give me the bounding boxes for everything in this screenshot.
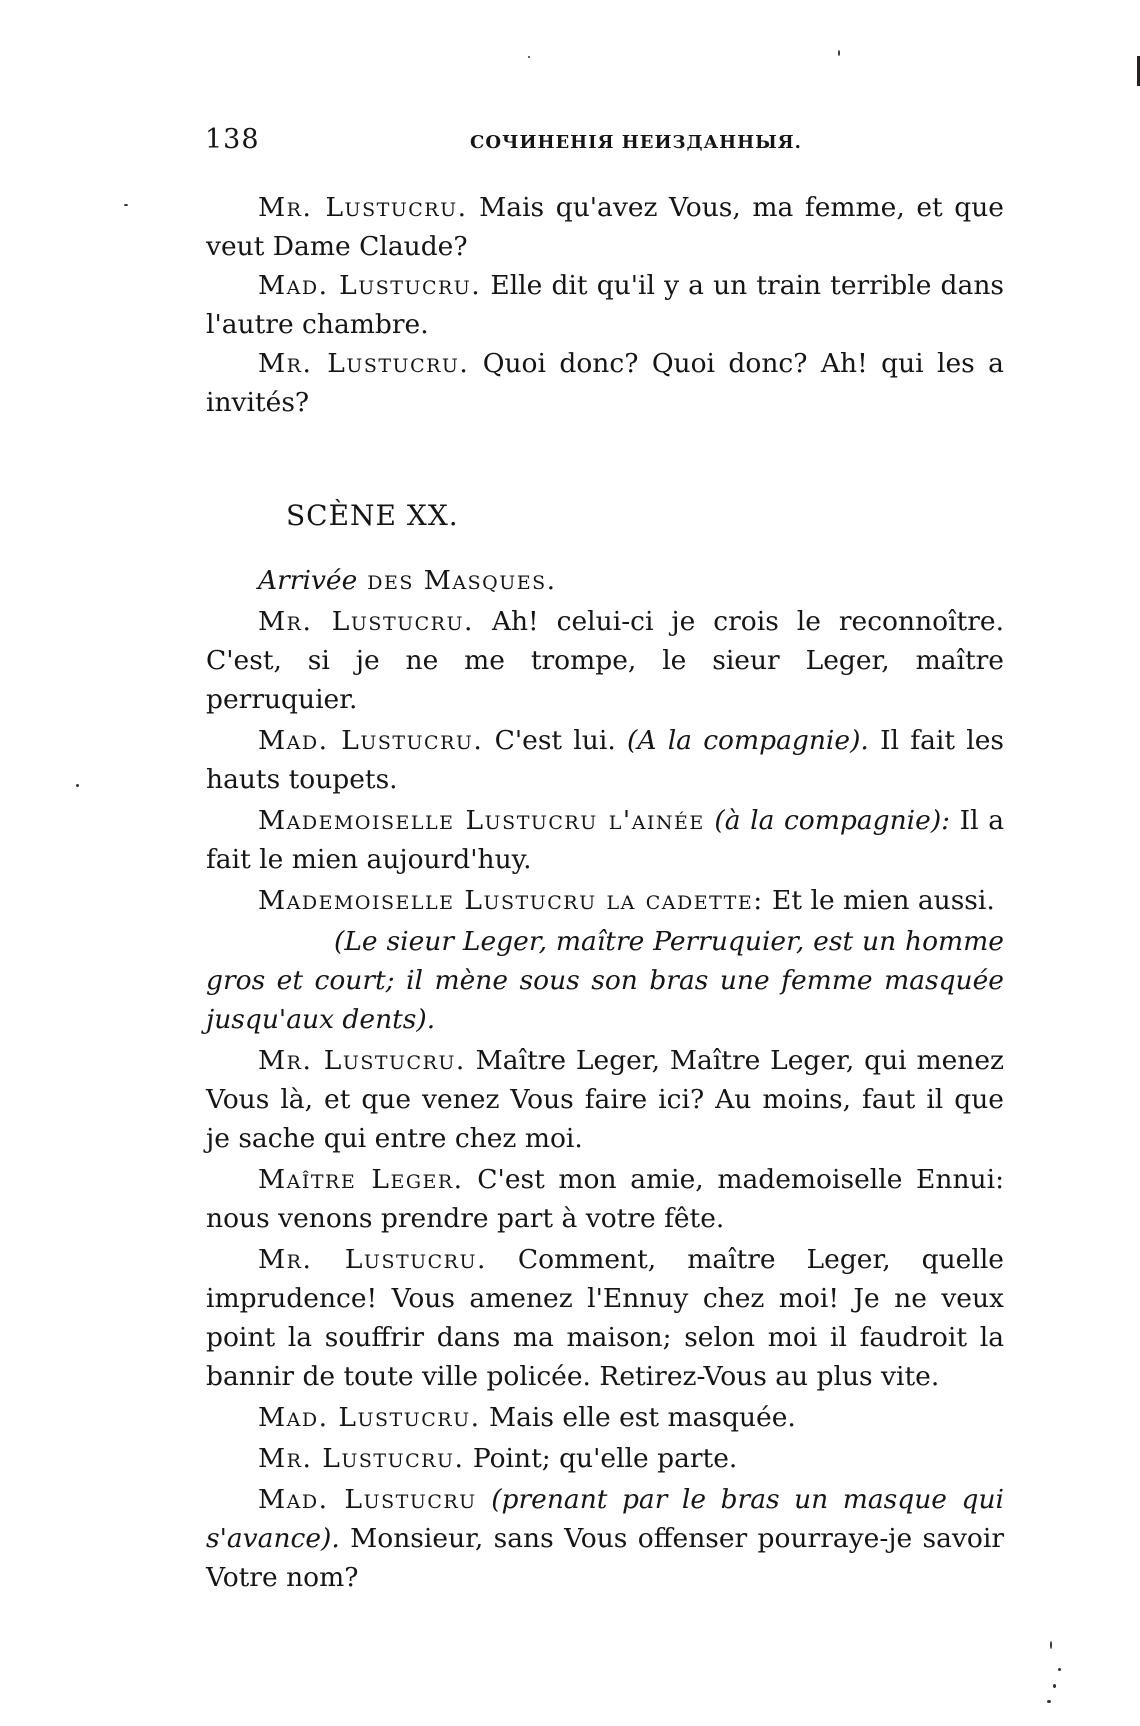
speech-text: Ah! celui-ci je crois le reconnoître. C'est, si je ne me trompe, le sieur Leger, maître perruquier. [206, 606, 1004, 715]
scan-speck [528, 56, 530, 58]
stage-italic: Arrivée [258, 565, 358, 596]
speech [206, 1041, 1004, 1158]
stage-aside: (prenant par le bras un masque qui s'avance). [206, 1484, 1005, 1554]
scan-speck [838, 50, 840, 56]
speech [206, 721, 1004, 799]
running-title: СОЧИНЕНІЯ НЕИЗДАННЫЯ. [470, 132, 802, 153]
speaker-name: Mademoiselle Lustucru la cadette: [258, 885, 764, 916]
speech-text: Il a fait le mien aujourd'huy. [206, 805, 1005, 875]
speaker-name: Mr. Lustucru. [258, 1045, 466, 1076]
page-number: 138 [205, 124, 260, 155]
speech [206, 188, 1004, 266]
speech [206, 266, 1004, 344]
page-body [206, 188, 1004, 1597]
speaker-name: Mr. Lustucru. [258, 348, 470, 379]
speaker-name: Mad. Lustucru [258, 1484, 477, 1515]
speech [206, 602, 1004, 719]
speech-text: Maître Leger, Maître Leger, qui menez Vous là, et que venez Vous faire ici? Au moins, faut il que je sache qui entre chez moi. [206, 1045, 1004, 1154]
speech [206, 344, 1004, 422]
scan-speck [1047, 1700, 1051, 1703]
speech [206, 881, 1004, 920]
speech-text: Mais qu'avez Vous, ma femme, et que veut Dame Claude? [206, 192, 1004, 262]
stage-caps: des Masques. [357, 565, 557, 596]
speaker-name: Mad. Lustucru. [258, 1402, 481, 1433]
speech-text: C'est mon amie, mademoiselle Ennui: nous venons prendre part à votre fête. [206, 1164, 1004, 1234]
speaker-name: Mr. Lustucru. [258, 1443, 465, 1474]
speech [206, 801, 1004, 879]
speech-text: C'est lui. [483, 725, 627, 756]
speech-text: Point; qu'elle parte. [464, 1443, 738, 1474]
stage-direction [206, 561, 1004, 600]
speaker-name: Maître Leger. [258, 1164, 464, 1195]
speech [206, 1160, 1004, 1238]
speaker-name: Mad. Lustucru. [258, 270, 482, 301]
scene-title: SCÈNE XX. [286, 499, 459, 532]
speech-text: Mais elle est masquée. [480, 1402, 796, 1433]
speaker-name: Mr. Lustucru. [258, 192, 468, 223]
scan-speck [1050, 1641, 1052, 1649]
speech-text: Quoi donc? Quoi donc? Ah! qui les a invités? [206, 348, 1004, 418]
speech [206, 1439, 1004, 1478]
speaker-name: Mademoiselle Lustucru l'ainée [258, 805, 705, 836]
speech [206, 1240, 1004, 1396]
speech-text: Et le mien aussi. [763, 885, 995, 916]
stage-direction: (Le sieur Leger, maître Perruquier, est un homme gros et court; il mène sous son bras une femme masquée jusqu'aux dents). [206, 926, 1004, 1035]
speaker-name: Mr. Lustucru. [258, 1244, 487, 1275]
speaker-name: Mad. Lustucru. [258, 725, 484, 756]
scan-speck [76, 784, 79, 787]
speech-text: Comment, maître Leger, quelle imprudence! Vous amenez l'Ennuy chez moi! Je ne veux point la souffrir dans ma maison; selon moi il faudroit la bannir de toute ville policée. Retirez-Vous au plus vite. [206, 1244, 1004, 1392]
speech-text: Elle dit qu'il y a un train terrible dans l'autre chambre. [206, 270, 1004, 340]
stage-aside: (A la compagnie). [626, 725, 869, 756]
scan-speck [1058, 1668, 1061, 1671]
speaker-name: Mr. Lustucru. [258, 606, 474, 637]
stage-aside: (à la compagnie): [704, 805, 951, 836]
speech-text: Monsieur, sans Vous offenser pourraye-je savoir Votre nom? [206, 1523, 1004, 1593]
speech [206, 1480, 1004, 1597]
speech-text: Il fait les hauts toupets. [206, 725, 1004, 795]
speech [206, 1398, 1004, 1437]
scan-speck [1053, 1684, 1056, 1688]
running-header [205, 124, 1005, 164]
scan-speck [124, 204, 128, 206]
